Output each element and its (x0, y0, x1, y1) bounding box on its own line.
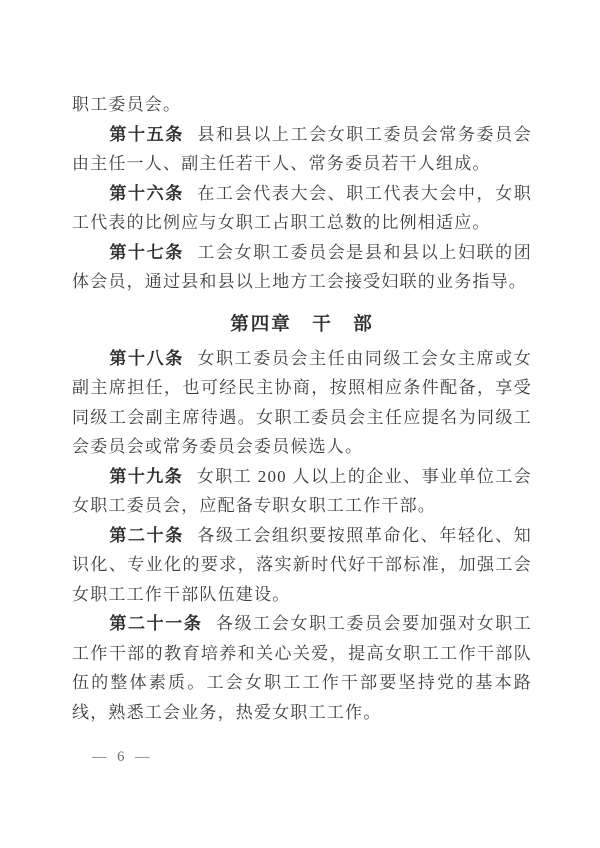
paragraph-article-17 (72, 238, 532, 297)
paragraph-text: 各级工会女职工委员会要加强对女职工工作干部的教育培养和关心关爱，提高女职工工作干部队伍的整体素质。工会女职工工作干部要坚持党的基本路线，熟悉工会业务，热爱女职工工作。 (72, 614, 533, 722)
paragraph-text: 职工委员会。 (72, 95, 182, 114)
article-number: 第十五条 (109, 124, 184, 144)
paragraph-article-21 (72, 609, 532, 727)
paragraph-text: 县和县以上工会女职工委员会常务委员会由主任一人、副主任若干人、常务委员若干人组成。 (72, 124, 532, 173)
article-number: 第十六条 (109, 183, 184, 203)
paragraph-article-19 (72, 462, 532, 521)
paragraph-article-15 (72, 120, 532, 179)
article-number: 第二十一条 (109, 614, 203, 633)
article-number: 第十八条 (109, 348, 184, 368)
paragraph-text: 各级工会组织要按照革命化、年轻化、知识化、专业化的要求，落实新时代好干部标准，加强工会女职工工作干部队伍建设。 (72, 525, 532, 604)
article-number: 第二十条 (109, 525, 184, 545)
paragraph-text: 女职工委员会主任由同级工会女主席或女副主席担任，也可经民主协商，按照相应条件配备，享受同级工会副主席待遇。女职工委员会主任应提名为同级工会委员会或常务委员会委员候选人。 (72, 348, 532, 456)
paragraph-text: 工会女职工委员会是县和县以上妇联的团体会员，通过县和县以上地方工会接受妇联的业务指导。 (72, 242, 532, 291)
document-body (72, 90, 532, 727)
paragraph-article-20 (72, 521, 532, 610)
article-number: 第十九条 (109, 466, 184, 486)
chapter-heading: 第四章 干 部 (230, 312, 374, 334)
page-number: — 6 — (92, 749, 153, 765)
paragraph-continuation (72, 90, 532, 120)
paragraph-article-16 (72, 179, 532, 238)
paragraph-text: 女职工 200 人以上的企业、事业单位工会女职工委员会，应配备专职女职工工作干部。 (72, 466, 532, 515)
paragraph-text: 在工会代表大会、职工代表大会中，女职工代表的比例应与女职工占职工总数的比例相适应。 (72, 183, 532, 232)
article-number: 第十七条 (109, 242, 184, 262)
paragraph-article-18 (72, 344, 532, 462)
